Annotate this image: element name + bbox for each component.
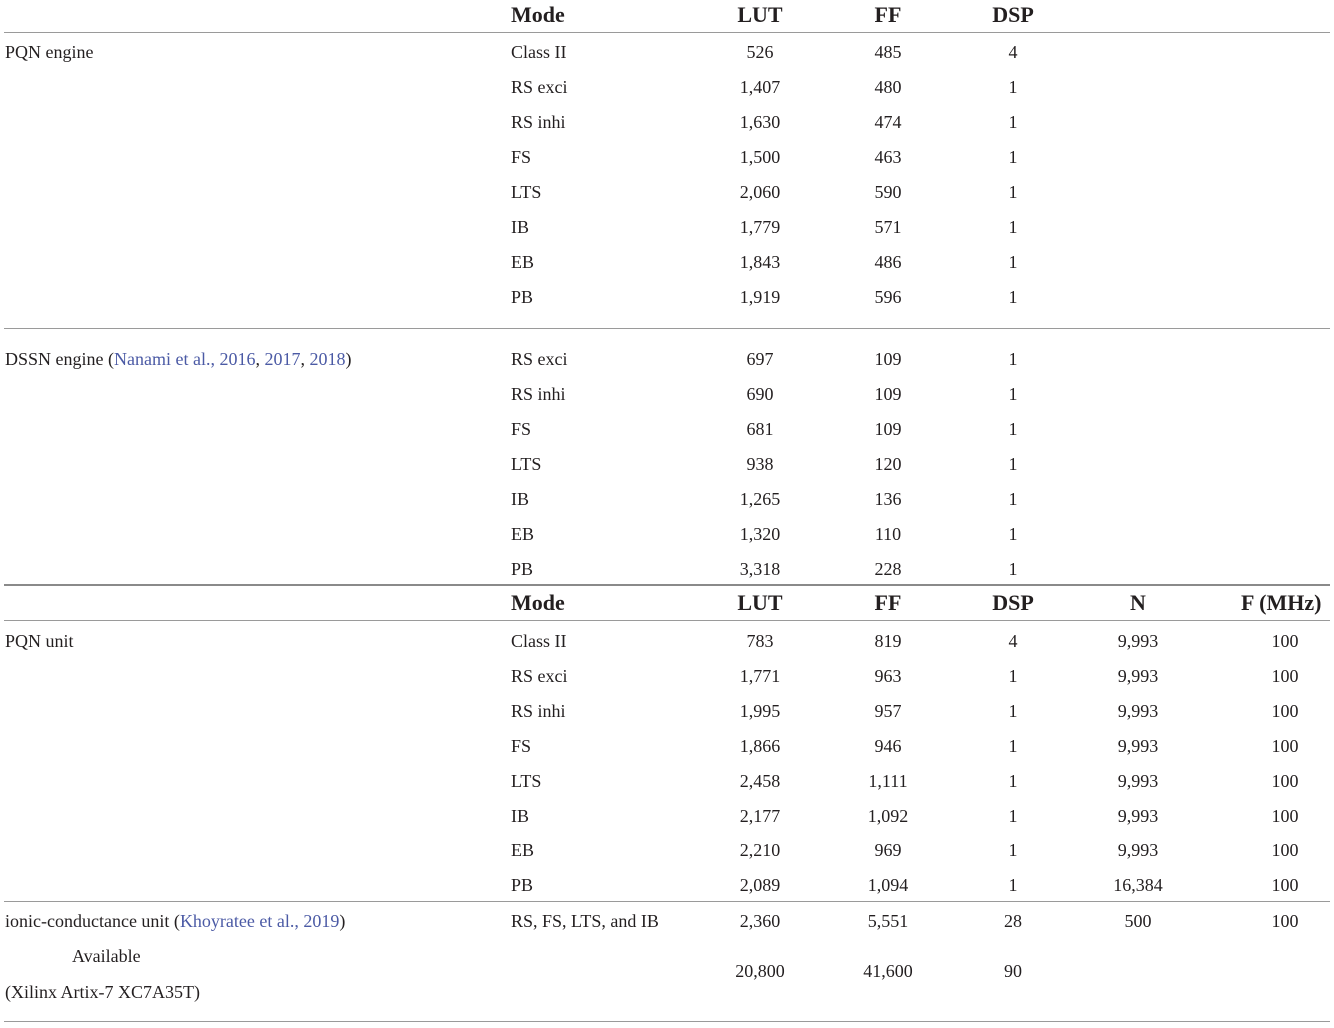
cell-f: 100 (1271, 840, 1299, 861)
header-rule (4, 32, 1330, 33)
header2-ff: FF (874, 590, 902, 615)
cell-dsp: 1 (1008, 700, 1018, 721)
cell-ff: 819 (874, 631, 902, 651)
cell-ff: 109 (874, 349, 902, 369)
cell-lut: 2,210 (739, 840, 781, 861)
header2-dsp: DSP (992, 590, 1034, 615)
cell-mode: IB (511, 805, 529, 826)
cell-n: 16,384 (1113, 875, 1163, 896)
cell-ff: 480 (874, 77, 902, 97)
ref-nanami-2018[interactable]: 2018 (309, 349, 346, 369)
cell-ff: 463 (874, 147, 902, 167)
dssn-sep-1: , (255, 349, 265, 369)
cell-lut: 526 (746, 42, 774, 62)
cell-ff: 571 (874, 217, 902, 237)
cell-mode: LTS (511, 454, 542, 474)
cell-lut: 1,500 (739, 147, 781, 167)
cell-lut: 3,318 (739, 559, 781, 579)
pqn-unit-label: PQN unit (5, 631, 74, 651)
ionic-ff: 5,551 (867, 911, 909, 931)
cell-lut: 1,843 (739, 252, 781, 272)
cell-mode: IB (511, 489, 529, 509)
table-divider-rule (4, 584, 1330, 586)
cell-lut: 783 (746, 631, 774, 651)
bottom-rule (4, 1021, 1330, 1022)
cell-ff: 136 (874, 489, 902, 509)
cell-dsp: 1 (1008, 349, 1018, 369)
section-rule (4, 328, 1330, 329)
cell-f: 100 (1271, 805, 1299, 826)
cell-n: 9,993 (1117, 700, 1159, 721)
cell-n: 9,993 (1117, 840, 1159, 861)
cell-ff: 228 (874, 559, 902, 579)
cell-n: 9,993 (1117, 631, 1159, 651)
cell-lut: 1,771 (739, 665, 781, 686)
cell-mode: Class II (511, 42, 567, 62)
cell-dsp: 1 (1008, 252, 1018, 272)
cell-mode: EB (511, 252, 535, 272)
header2-rule (4, 620, 1330, 621)
available-lut: 20,800 (735, 961, 785, 981)
header2-n: N (1130, 590, 1146, 615)
ionic-unit-label (5, 910, 345, 932)
ionic-label-prefix: ionic-conductance unit ( (5, 911, 180, 931)
cell-dsp: 1 (1008, 112, 1018, 132)
dssn-sep-2: , (300, 349, 310, 369)
cell-ff: 120 (874, 454, 902, 474)
cell-ff: 969 (874, 840, 902, 861)
cell-dsp: 1 (1008, 735, 1018, 756)
cell-ff: 590 (874, 182, 902, 202)
cell-mode: PB (511, 875, 534, 896)
cell-ff: 109 (874, 419, 902, 439)
cell-mode: RS exci (511, 665, 568, 686)
cell-dsp: 1 (1008, 489, 1018, 509)
cell-dsp: 1 (1008, 147, 1018, 167)
cell-ff: 486 (874, 252, 902, 272)
cell-dsp: 4 (1008, 42, 1018, 62)
cell-dsp: 1 (1008, 875, 1018, 896)
cell-dsp: 1 (1008, 454, 1018, 474)
cell-mode: FS (511, 147, 532, 167)
cell-ff: 1,111 (868, 770, 908, 791)
cell-mode: EB (511, 840, 535, 861)
cell-n: 9,993 (1117, 665, 1159, 686)
available-device: (Xilinx Artix-7 XC7A35T) (5, 982, 200, 1002)
header-mode: Mode (511, 2, 565, 27)
cell-dsp: 4 (1008, 631, 1018, 651)
cell-lut: 2,177 (739, 805, 781, 826)
ionic-dsp: 28 (1004, 911, 1022, 931)
dssn-label-suffix: ) (345, 349, 352, 369)
cell-dsp: 1 (1008, 77, 1018, 97)
cell-mode: FS (511, 419, 532, 439)
cell-mode: EB (511, 524, 535, 544)
cell-ff: 596 (874, 287, 902, 307)
available-label: Available (72, 946, 141, 966)
cell-mode: RS inhi (511, 700, 566, 721)
ionic-n: 500 (1124, 911, 1152, 931)
cell-lut: 697 (746, 349, 774, 369)
cell-dsp: 1 (1008, 665, 1018, 686)
cell-mode: LTS (511, 182, 542, 202)
ionic-mode: RS, FS, LTS, and IB (511, 911, 659, 931)
cell-lut: 2,060 (739, 182, 781, 202)
cell-lut: 1,866 (739, 735, 781, 756)
cell-dsp: 1 (1008, 559, 1018, 579)
cell-n: 9,993 (1117, 805, 1159, 826)
cell-f: 100 (1271, 665, 1299, 686)
cell-mode: PB (511, 559, 534, 579)
section-rule-2 (4, 901, 1330, 902)
cell-ff: 1,094 (867, 875, 909, 896)
dssn-engine-label (5, 348, 351, 370)
cell-mode: RS exci (511, 77, 568, 97)
ionic-label-suffix: ) (339, 911, 346, 931)
cell-dsp: 1 (1008, 384, 1018, 404)
cell-mode: RS inhi (511, 112, 566, 132)
ref-nanami-2017[interactable]: 2017 (264, 349, 301, 369)
cell-ff: 109 (874, 384, 902, 404)
cell-mode: RS exci (511, 349, 568, 369)
cell-ff: 474 (874, 112, 902, 132)
pqn-engine-label: PQN engine (5, 42, 94, 62)
cell-ff: 946 (874, 735, 902, 756)
cell-ff: 963 (874, 665, 902, 686)
cell-f: 100 (1271, 735, 1299, 756)
cell-dsp: 1 (1008, 217, 1018, 237)
cell-f: 100 (1271, 875, 1299, 896)
cell-dsp: 1 (1008, 840, 1018, 861)
cell-mode: LTS (511, 770, 542, 791)
header-lut: LUT (737, 2, 783, 27)
cell-mode: PB (511, 287, 534, 307)
header-ff: FF (874, 2, 902, 27)
cell-mode: IB (511, 217, 529, 237)
available-dsp: 90 (1004, 961, 1022, 981)
cell-f: 100 (1271, 631, 1299, 651)
ref-khoyratee-2019[interactable]: Khoyratee et al., 2019 (179, 911, 340, 931)
cell-mode: Class II (511, 631, 567, 651)
cell-lut: 1,995 (739, 700, 781, 721)
available-ff: 41,600 (863, 961, 913, 981)
cell-ff: 957 (874, 700, 902, 721)
cell-dsp: 1 (1008, 770, 1018, 791)
ionic-f: 100 (1271, 911, 1299, 931)
cell-lut: 681 (746, 419, 774, 439)
cell-lut: 1,265 (739, 489, 781, 509)
cell-lut: 1,630 (739, 112, 781, 132)
header2-f: F (MHz) (1241, 590, 1322, 615)
ref-nanami-2016[interactable]: Nanami et al., 2016 (114, 349, 256, 369)
cell-lut: 690 (746, 384, 774, 404)
cell-n: 9,993 (1117, 735, 1159, 756)
cell-ff: 485 (874, 42, 902, 62)
cell-mode: FS (511, 735, 532, 756)
cell-lut: 1,407 (739, 77, 781, 97)
cell-lut: 2,458 (739, 770, 781, 791)
header2-mode: Mode (511, 590, 565, 615)
cell-ff: 1,092 (867, 805, 909, 826)
cell-dsp: 1 (1008, 805, 1018, 826)
header2-lut: LUT (737, 590, 783, 615)
cell-f: 100 (1271, 770, 1299, 791)
cell-mode: RS inhi (511, 384, 566, 404)
cell-lut: 1,779 (739, 217, 781, 237)
cell-lut: 2,089 (739, 875, 781, 896)
cell-n: 9,993 (1117, 770, 1159, 791)
header-dsp: DSP (992, 2, 1034, 27)
cell-lut: 938 (746, 454, 774, 474)
cell-ff: 110 (874, 524, 902, 544)
cell-lut: 1,919 (739, 287, 781, 307)
cell-f: 100 (1271, 700, 1299, 721)
cell-dsp: 1 (1008, 524, 1018, 544)
cell-dsp: 1 (1008, 182, 1018, 202)
cell-dsp: 1 (1008, 419, 1018, 439)
ionic-lut: 2,360 (739, 911, 781, 931)
cell-lut: 1,320 (739, 524, 781, 544)
cell-dsp: 1 (1008, 287, 1018, 307)
dssn-label-prefix: DSSN engine ( (5, 349, 114, 369)
